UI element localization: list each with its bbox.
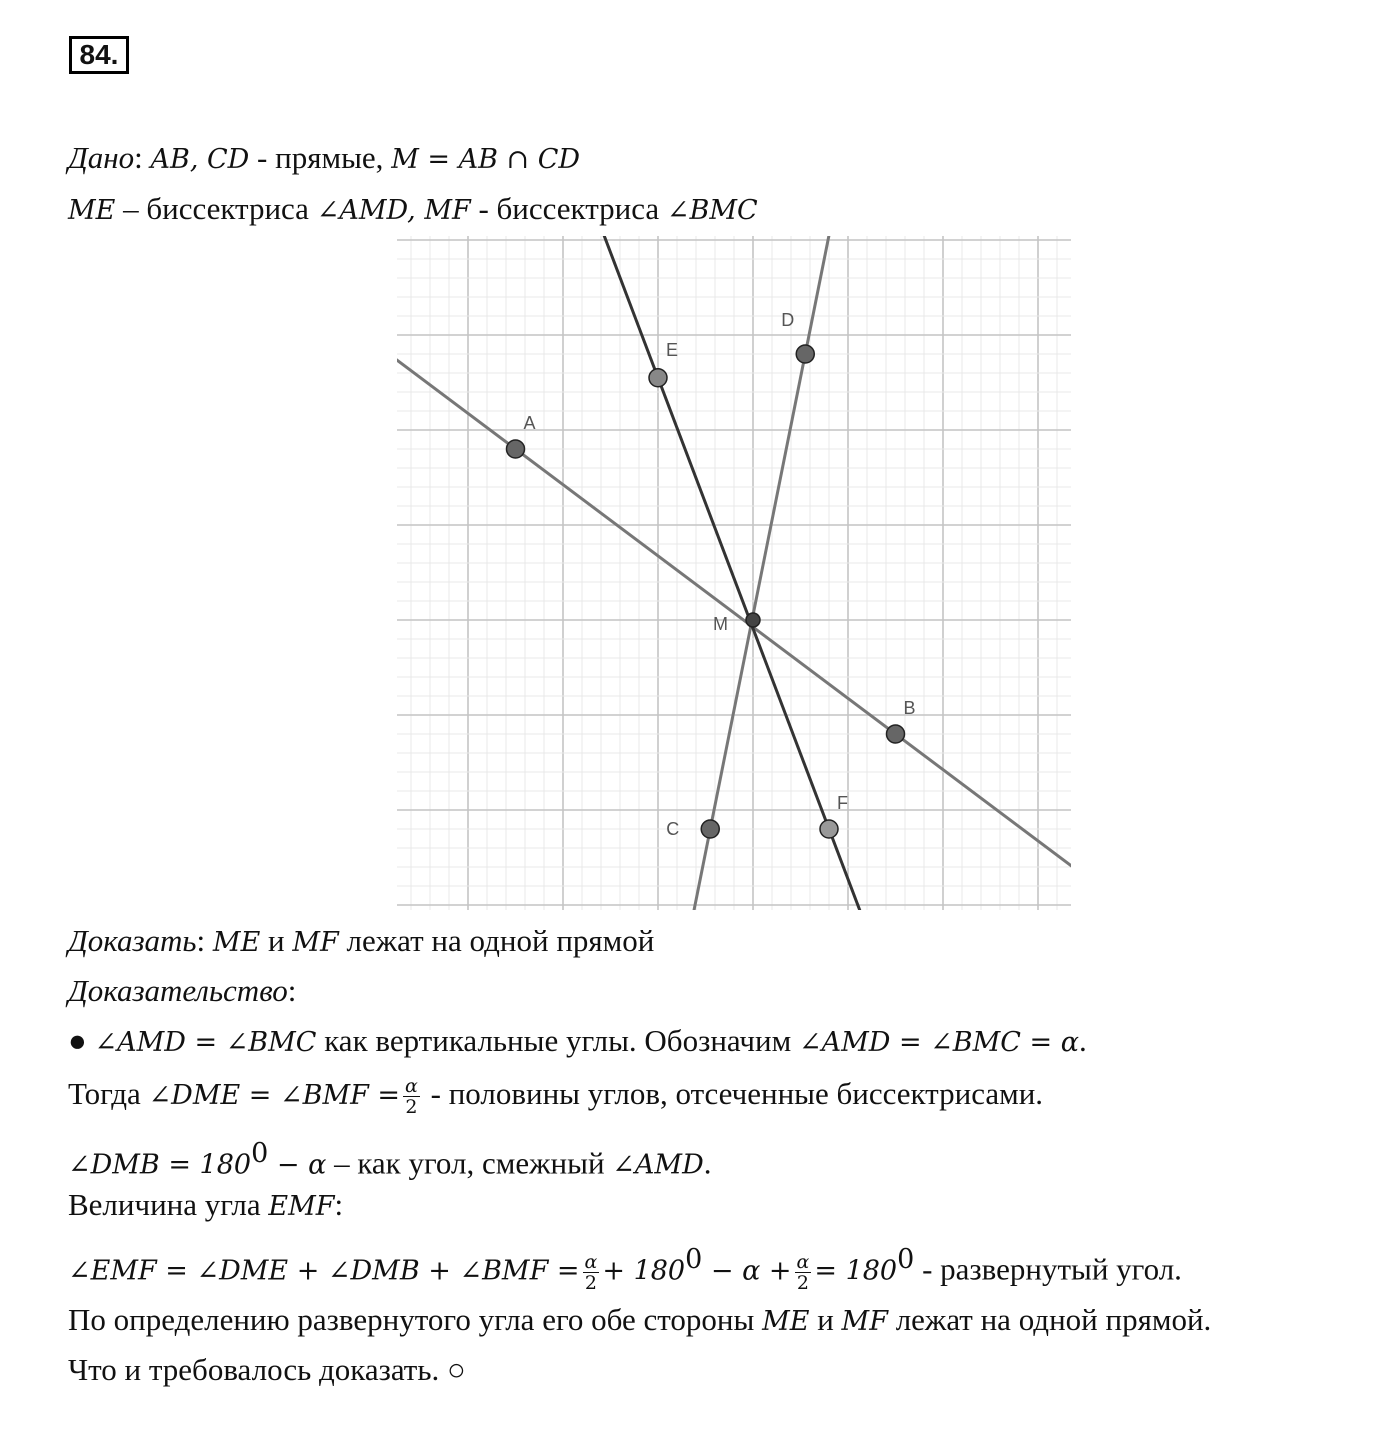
- proof-step-6: По определению развернутого угла его обе стороны ME и MF лежат на одной прямой.: [68, 1302, 1212, 1337]
- given-line-1: Дано: AB, CD - прямые, M = AB ∩ CD: [68, 140, 581, 175]
- proof-heading: Доказательство:: [68, 973, 297, 1008]
- point-e: [649, 369, 667, 387]
- proof-step-1: ● ∠AMD = ∠BMC как вертикальные углы. Обозначим ∠AMD = ∠BMC = α.: [68, 1023, 1087, 1058]
- geometry-figure: [397, 236, 1071, 910]
- point-a: [507, 440, 525, 458]
- proof-step-5: ∠EMF = ∠DME + ∠DMB + ∠BMF = $\frac{\alpha}{2}$ + $180^0 - \alpha$ + $\frac{\alpha}{2}$ = $180^0$ - развернутый угол.: [68, 1244, 1182, 1294]
- point-m: [746, 613, 760, 627]
- fraction: $\frac{\alpha}{2}$: [405, 1075, 418, 1119]
- proof-step-4: Величина угла EMF:: [68, 1187, 344, 1222]
- point-label-d: D: [781, 310, 795, 330]
- given-label: Дано: [68, 140, 135, 175]
- prove-line: Доказать: ME и MF лежат на одной прямой: [68, 923, 655, 958]
- point-f: [820, 820, 838, 838]
- proof-conclusion: Что и требовалось доказать. ○: [68, 1352, 466, 1387]
- proof-step-3: ∠DMB = $180^0 - \alpha$ – как угол, смежный ∠AMD.: [68, 1138, 712, 1181]
- point-label-c: C: [666, 819, 680, 839]
- point-c: [701, 820, 719, 838]
- fraction: $\frac{\alpha}{2}$: [584, 1250, 598, 1294]
- point-label-m: M: [713, 614, 728, 634]
- point-label-b: B: [903, 698, 916, 718]
- proof-label: Доказательство: [68, 973, 288, 1008]
- point-label-a: A: [523, 413, 536, 433]
- point-b: [887, 725, 905, 743]
- bullet: ●: [68, 1023, 87, 1058]
- given-line-2: ME – биссектриса ∠AMD, MF - биссектриса ∠BMC: [68, 191, 758, 226]
- point-label-e: E: [666, 339, 679, 360]
- prove-label: Доказать: [68, 923, 197, 958]
- proof-step-2: Тогда ∠DME = ∠BMF = $\frac{\alpha}{2}$ - половины углов, отсеченные биссектрисами.: [68, 1075, 1044, 1119]
- fraction: $\frac{\alpha}{2}$: [796, 1250, 810, 1294]
- grid: [397, 236, 1071, 910]
- problem-number: 84.: [69, 36, 129, 74]
- figure-points: [507, 310, 916, 839]
- point-label-f: F: [837, 793, 848, 813]
- point-d: [796, 345, 814, 363]
